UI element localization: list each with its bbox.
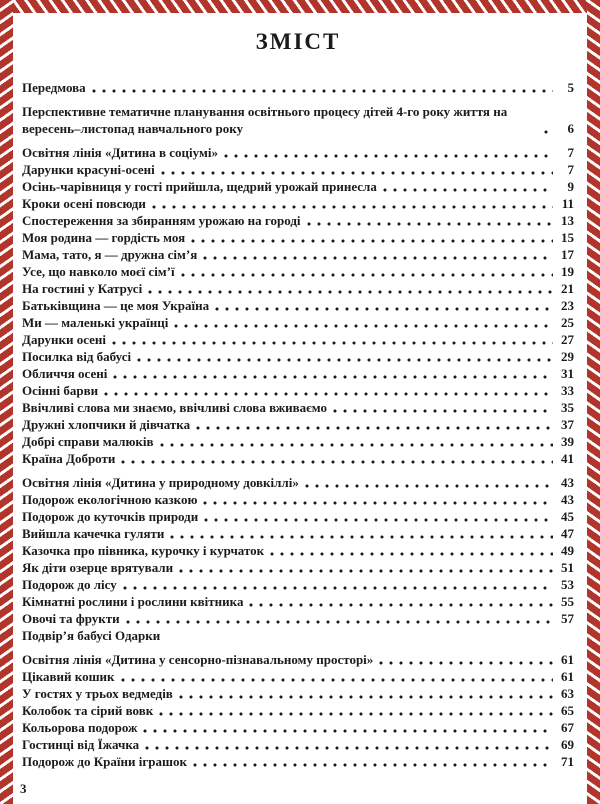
dot-leader bbox=[203, 501, 553, 505]
dot-leader bbox=[92, 89, 553, 93]
toc-entry bbox=[22, 685, 574, 702]
toc-entry-title: Ввічливі слова ми знаємо, ввічливі слова вживаємо bbox=[22, 400, 327, 415]
toc-entry-title: Осінні барви bbox=[22, 383, 99, 398]
toc-entry-page: 7 bbox=[567, 145, 574, 160]
dot-leader bbox=[379, 661, 553, 665]
toc-entry bbox=[22, 263, 574, 280]
toc-entry-page: 43 bbox=[561, 475, 574, 490]
toc-entry-page: 71 bbox=[561, 754, 574, 769]
toc-entry-title: Кроки осені повсюди bbox=[22, 196, 146, 211]
dot-leader bbox=[307, 222, 553, 226]
toc-entry-page: 49 bbox=[561, 543, 574, 558]
toc-entry-title: У гостях у трьох ведмедів bbox=[22, 686, 173, 701]
toc-entry-page: 23 bbox=[561, 298, 574, 313]
toc-entry-title: Освітня лінія «Дитина у природному довкіллі» bbox=[22, 475, 299, 490]
toc-entry-page: 41 bbox=[561, 451, 574, 466]
toc-entry-page: 15 bbox=[561, 230, 574, 245]
toc-entry bbox=[22, 525, 574, 542]
toc-entry bbox=[22, 702, 574, 719]
toc-entry bbox=[22, 433, 574, 450]
decorative-border-top bbox=[0, 0, 600, 13]
toc-entry-title: Країна Доброти bbox=[22, 451, 116, 466]
dot-leader bbox=[224, 154, 553, 158]
toc-entry-page: 57 bbox=[561, 611, 574, 626]
toc-entry bbox=[22, 348, 574, 365]
toc-entry bbox=[22, 491, 574, 508]
toc-entry-page: 39 bbox=[561, 434, 574, 449]
toc-entry bbox=[22, 508, 574, 525]
toc-entry-page: 29 bbox=[561, 349, 574, 364]
toc-entry-page: 51 bbox=[561, 560, 574, 575]
toc-list bbox=[22, 79, 574, 770]
toc-entry bbox=[22, 753, 574, 770]
toc-section-entry bbox=[22, 103, 574, 137]
toc-entry-page: 25 bbox=[561, 315, 574, 330]
dot-leader bbox=[161, 171, 553, 175]
toc-entry-title: Подорож до Країни іграшок bbox=[22, 754, 187, 769]
toc-entry-title: Казочка про півника, курочку і курчаток bbox=[22, 543, 265, 558]
toc-entry-page: 63 bbox=[561, 686, 574, 701]
dot-leader bbox=[121, 678, 553, 682]
dot-leader bbox=[215, 307, 553, 311]
toc-entry-page: 43 bbox=[561, 492, 574, 507]
toc-entry bbox=[22, 178, 574, 195]
toc-entry bbox=[22, 212, 574, 229]
toc-entry bbox=[22, 576, 574, 593]
dot-leader bbox=[152, 205, 553, 209]
toc-entry-title: Спостереження за збиранням урожаю на городі bbox=[22, 213, 301, 228]
dot-leader bbox=[145, 746, 553, 750]
dot-leader bbox=[249, 603, 553, 607]
toc-entry-title: Перспективне тематичне планування освітнього процесу дітей 4-го року життя на вересень–листопад навчального року bbox=[22, 104, 508, 136]
toc-entry-title: Обличчя осені bbox=[22, 366, 108, 381]
toc-entry-title: Подвір’я бабусі Одарки bbox=[22, 628, 161, 643]
dot-leader bbox=[159, 712, 553, 716]
toc-entry-page: 45 bbox=[561, 509, 574, 524]
toc-entry-title: Моя родина — гордість моя bbox=[22, 230, 186, 245]
toc-entry-title: Гостинці від Їжачка bbox=[22, 737, 140, 752]
toc-entry-page: 35 bbox=[561, 400, 574, 415]
dot-leader bbox=[123, 586, 553, 590]
toc-entry-title: Осінь-чарівниця у гості прийшла, щедрий урожай принесла bbox=[22, 179, 377, 194]
toc-entry-title: Кольорова подорож bbox=[22, 720, 138, 735]
toc-entry-title: Передмова bbox=[22, 80, 86, 95]
dot-leader bbox=[305, 484, 553, 488]
dot-leader bbox=[333, 409, 553, 413]
dot-leader bbox=[179, 569, 553, 573]
toc-entry-page: 27 bbox=[561, 332, 574, 347]
dot-leader bbox=[383, 188, 553, 192]
dot-leader bbox=[113, 375, 553, 379]
toc-entry bbox=[22, 719, 574, 736]
toc-entry bbox=[22, 416, 574, 433]
toc-entry bbox=[22, 382, 574, 399]
decorative-border-left bbox=[0, 0, 13, 804]
toc-entry bbox=[22, 297, 574, 314]
toc-entry bbox=[22, 593, 574, 610]
toc-entry-title: Дарунки осені bbox=[22, 332, 107, 347]
toc-entry-page: 65 bbox=[561, 703, 574, 718]
toc-entry-title: Як діти озерце врятували bbox=[22, 560, 174, 575]
dot-leader bbox=[121, 460, 553, 464]
toc-entry-page: 61 bbox=[561, 652, 574, 667]
toc-entry-page: 21 bbox=[561, 281, 574, 296]
toc-entry bbox=[22, 314, 574, 331]
dot-leader bbox=[104, 392, 553, 396]
toc-section-entry bbox=[22, 79, 574, 96]
dot-leader bbox=[143, 729, 553, 733]
toc-entry-page: 67 bbox=[561, 720, 574, 735]
dot-leader bbox=[193, 763, 553, 767]
toc-entry-title: Усе, що навколо моєї сім’ї bbox=[22, 264, 175, 279]
toc-entry-page: 61 bbox=[561, 669, 574, 684]
dot-leader bbox=[137, 358, 553, 362]
dot-leader bbox=[544, 130, 553, 134]
toc-entry-page: 9 bbox=[567, 179, 574, 194]
dot-leader bbox=[181, 273, 553, 277]
dot-leader bbox=[112, 341, 553, 345]
toc-entry bbox=[22, 399, 574, 416]
toc-entry-page: 17 bbox=[561, 247, 574, 262]
toc-entry bbox=[22, 627, 574, 644]
toc-entry-title: Кімнатні рослини і рослини квітника bbox=[22, 594, 244, 609]
toc-entry-title: Освітня лінія «Дитина у сенсорно-пізнавальному просторі» bbox=[22, 652, 374, 667]
dot-leader bbox=[204, 518, 553, 522]
toc-entry-page: 47 bbox=[561, 526, 574, 541]
toc-entry-page: 5 bbox=[567, 80, 574, 95]
toc-entry bbox=[22, 610, 574, 627]
dot-leader bbox=[179, 695, 553, 699]
toc-entry bbox=[22, 161, 574, 178]
toc-entry-title: Дружні хлопчики й дівчатка bbox=[22, 417, 191, 432]
toc-entry-title: Подорож до лісу bbox=[22, 577, 117, 592]
toc-entry-page: 37 bbox=[561, 417, 574, 432]
toc-entry-page: 13 bbox=[561, 213, 574, 228]
toc-entry-page: 19 bbox=[561, 264, 574, 279]
toc-entry-page: 33 bbox=[561, 383, 574, 398]
dot-leader bbox=[148, 290, 553, 294]
toc-entry bbox=[22, 280, 574, 297]
toc-entry bbox=[22, 542, 574, 559]
toc-entry-title: Подорож до куточків природи bbox=[22, 509, 199, 524]
toc-entry bbox=[22, 246, 574, 263]
toc-entry-page: 7 bbox=[567, 162, 574, 177]
toc-entry bbox=[22, 559, 574, 576]
toc-entry bbox=[22, 365, 574, 382]
toc-entry-title: Овочі та фрукти bbox=[22, 611, 120, 626]
toc-entry-title: Подорож екологічною казкою bbox=[22, 492, 198, 507]
toc-entry-title: Посилка від бабусі bbox=[22, 349, 132, 364]
toc-section-entry bbox=[22, 474, 574, 491]
toc-entry bbox=[22, 736, 574, 753]
decorative-border-right bbox=[587, 0, 600, 804]
dot-leader bbox=[203, 256, 553, 260]
toc-entry-title: Освітня лінія «Дитина в соціумі» bbox=[22, 145, 218, 160]
toc-entry-title: Ми — маленькі українці bbox=[22, 315, 169, 330]
dot-leader bbox=[196, 426, 553, 430]
dot-leader bbox=[126, 620, 553, 624]
toc-entry-title: Колобок та сірий вовк bbox=[22, 703, 154, 718]
toc-entry-page: 55 bbox=[561, 594, 574, 609]
dot-leader bbox=[170, 535, 553, 539]
toc-entry-page: 6 bbox=[567, 121, 574, 136]
toc-entry bbox=[22, 195, 574, 212]
dot-leader bbox=[174, 324, 553, 328]
toc-entry bbox=[22, 668, 574, 685]
toc-entry-title: На гостині у Катрусі bbox=[22, 281, 143, 296]
page-number-folio: 3 bbox=[20, 781, 27, 796]
dot-leader bbox=[160, 443, 553, 447]
toc-entry-page: 31 bbox=[561, 366, 574, 381]
toc-entry-title: Батьківщина — це моя Україна bbox=[22, 298, 210, 313]
toc-entry-title: Вийшла качечка гуляти bbox=[22, 526, 165, 541]
toc-entry-title: Дарунки красуні-осені bbox=[22, 162, 155, 177]
toc-entry-page: 11 bbox=[561, 196, 574, 211]
dot-leader bbox=[270, 552, 553, 556]
toc-entry bbox=[22, 229, 574, 246]
toc-entry bbox=[22, 331, 574, 348]
page-title: ЗМІСТ bbox=[255, 29, 341, 54]
toc-entry-page: 53 bbox=[561, 577, 574, 592]
toc-entry-page: 69 bbox=[561, 737, 574, 752]
toc-entry-title: Мама, тато, я — дружна сім’я bbox=[22, 247, 198, 262]
toc-section-entry bbox=[22, 144, 574, 161]
toc-section-entry bbox=[22, 651, 574, 668]
toc-entry-title: Цікавий кошик bbox=[22, 669, 115, 684]
page-content bbox=[13, 13, 587, 804]
dot-leader bbox=[191, 239, 553, 243]
toc-entry-title: Добрі справи малюків bbox=[22, 434, 154, 449]
toc-entry bbox=[22, 450, 574, 467]
